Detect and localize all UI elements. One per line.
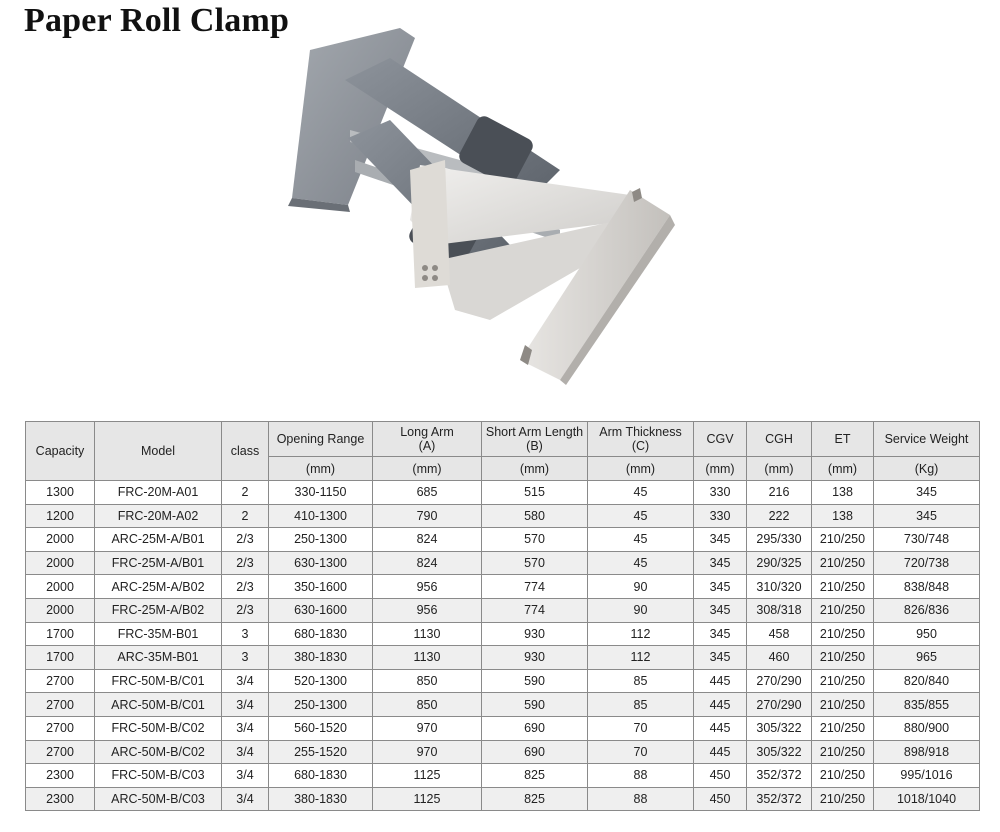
specifications-table xyxy=(25,421,980,811)
cell-service-weight: 950 xyxy=(874,622,980,646)
table-row xyxy=(26,693,980,717)
cell-short-arm: 774 xyxy=(482,598,588,622)
cell-long-arm: 685 xyxy=(373,481,482,505)
cell-service-weight: 345 xyxy=(874,481,980,505)
table-row xyxy=(26,646,980,670)
cell-et: 210/250 xyxy=(812,787,874,811)
header-arm-thickness xyxy=(588,422,694,457)
header-arm-thickness-line1: Arm Thickness xyxy=(599,425,682,439)
cell-et: 210/250 xyxy=(812,716,874,740)
cell-class: 3/4 xyxy=(222,716,269,740)
cell-cgh: 460 xyxy=(747,646,812,670)
cell-et: 138 xyxy=(812,481,874,505)
cell-cgv: 445 xyxy=(694,693,747,717)
cell-arm-thickness: 45 xyxy=(588,504,694,528)
cell-cgh: 458 xyxy=(747,622,812,646)
cell-et: 210/250 xyxy=(812,575,874,599)
cell-service-weight: 995/1016 xyxy=(874,764,980,788)
cell-long-arm: 850 xyxy=(373,669,482,693)
cell-service-weight: 345 xyxy=(874,504,980,528)
cell-opening-range: 330-1150 xyxy=(269,481,373,505)
cell-class: 3/4 xyxy=(222,669,269,693)
header-long-arm-line2: (A) xyxy=(418,439,436,453)
cell-short-arm: 690 xyxy=(482,740,588,764)
cell-opening-range: 560-1520 xyxy=(269,716,373,740)
cell-arm-thickness: 90 xyxy=(588,575,694,599)
header-opening-range: Opening Range xyxy=(269,422,373,457)
table-row xyxy=(26,622,980,646)
cell-opening-range: 250-1300 xyxy=(269,693,373,717)
cell-long-arm: 970 xyxy=(373,740,482,764)
cell-service-weight: 720/738 xyxy=(874,551,980,575)
cell-arm-thickness: 45 xyxy=(588,551,694,575)
unit-cgv: (mm) xyxy=(694,457,747,481)
cell-opening-range: 410-1300 xyxy=(269,504,373,528)
unit-short-arm: (mm) xyxy=(482,457,588,481)
cell-class: 3/4 xyxy=(222,740,269,764)
cell-cgv: 330 xyxy=(694,481,747,505)
cell-arm-thickness: 70 xyxy=(588,716,694,740)
cell-capacity: 1700 xyxy=(26,622,95,646)
cell-et: 210/250 xyxy=(812,646,874,670)
cell-class: 3/4 xyxy=(222,787,269,811)
cell-short-arm: 930 xyxy=(482,622,588,646)
cell-cgv: 445 xyxy=(694,716,747,740)
cell-et: 210/250 xyxy=(812,551,874,575)
cell-class: 2 xyxy=(222,481,269,505)
cell-et: 210/250 xyxy=(812,764,874,788)
header-capacity: Capacity xyxy=(26,422,95,481)
cell-arm-thickness: 70 xyxy=(588,740,694,764)
cell-long-arm: 956 xyxy=(373,598,482,622)
cell-long-arm: 1130 xyxy=(373,646,482,670)
cell-capacity: 1300 xyxy=(26,481,95,505)
cell-short-arm: 825 xyxy=(482,787,588,811)
cell-long-arm: 824 xyxy=(373,528,482,552)
cell-class: 2/3 xyxy=(222,528,269,552)
header-long-arm-line1: Long Arm xyxy=(400,425,454,439)
cell-model: FRC-50M-B/C02 xyxy=(95,716,222,740)
cell-class: 3 xyxy=(222,646,269,670)
cell-opening-range: 255-1520 xyxy=(269,740,373,764)
header-cgh: CGH xyxy=(747,422,812,457)
cell-cgh: 305/322 xyxy=(747,716,812,740)
cell-long-arm: 956 xyxy=(373,575,482,599)
cell-et: 210/250 xyxy=(812,528,874,552)
cell-arm-thickness: 85 xyxy=(588,693,694,717)
cell-service-weight: 898/918 xyxy=(874,740,980,764)
cell-capacity: 2000 xyxy=(26,575,95,599)
cell-capacity: 2000 xyxy=(26,598,95,622)
cell-cgh: 295/330 xyxy=(747,528,812,552)
cell-capacity: 2300 xyxy=(26,764,95,788)
cell-model: ARC-50M-B/C01 xyxy=(95,693,222,717)
cell-class: 3 xyxy=(222,622,269,646)
cell-short-arm: 570 xyxy=(482,528,588,552)
cell-arm-thickness: 45 xyxy=(588,481,694,505)
cell-capacity: 2300 xyxy=(26,787,95,811)
cell-model: FRC-35M-B01 xyxy=(95,622,222,646)
cell-arm-thickness: 112 xyxy=(588,646,694,670)
cell-opening-range: 250-1300 xyxy=(269,528,373,552)
cell-service-weight: 730/748 xyxy=(874,528,980,552)
header-long-arm xyxy=(373,422,482,457)
cell-long-arm: 1125 xyxy=(373,787,482,811)
product-image xyxy=(270,20,680,385)
cell-et: 210/250 xyxy=(812,669,874,693)
cell-long-arm: 790 xyxy=(373,504,482,528)
cell-arm-thickness: 85 xyxy=(588,669,694,693)
cell-short-arm: 825 xyxy=(482,764,588,788)
cell-model: ARC-25M-A/B02 xyxy=(95,575,222,599)
header-class: class xyxy=(222,422,269,481)
cell-arm-thickness: 90 xyxy=(588,598,694,622)
unit-cgh: (mm) xyxy=(747,457,812,481)
header-et: ET xyxy=(812,422,874,457)
cell-opening-range: 380-1830 xyxy=(269,787,373,811)
cell-long-arm: 824 xyxy=(373,551,482,575)
cell-opening-range: 630-1600 xyxy=(269,598,373,622)
table-row xyxy=(26,504,980,528)
cell-cgv: 345 xyxy=(694,646,747,670)
cell-short-arm: 930 xyxy=(482,646,588,670)
unit-service-weight: (Kg) xyxy=(874,457,980,481)
cell-arm-thickness: 88 xyxy=(588,787,694,811)
table-row xyxy=(26,716,980,740)
cell-et: 210/250 xyxy=(812,693,874,717)
cell-long-arm: 850 xyxy=(373,693,482,717)
cell-capacity: 1700 xyxy=(26,646,95,670)
cell-cgv: 345 xyxy=(694,622,747,646)
cell-et: 210/250 xyxy=(812,598,874,622)
cell-opening-range: 520-1300 xyxy=(269,669,373,693)
cell-cgh: 352/372 xyxy=(747,764,812,788)
table-row xyxy=(26,481,980,505)
cell-cgh: 270/290 xyxy=(747,669,812,693)
cell-service-weight: 826/836 xyxy=(874,598,980,622)
cell-opening-range: 630-1300 xyxy=(269,551,373,575)
cell-service-weight: 1018/1040 xyxy=(874,787,980,811)
cell-et: 138 xyxy=(812,504,874,528)
cell-short-arm: 690 xyxy=(482,716,588,740)
cell-model: ARC-25M-A/B01 xyxy=(95,528,222,552)
cell-service-weight: 838/848 xyxy=(874,575,980,599)
cell-model: ARC-35M-B01 xyxy=(95,646,222,670)
cell-cgh: 305/322 xyxy=(747,740,812,764)
unit-et: (mm) xyxy=(812,457,874,481)
cell-service-weight: 820/840 xyxy=(874,669,980,693)
cell-service-weight: 965 xyxy=(874,646,980,670)
cell-arm-thickness: 112 xyxy=(588,622,694,646)
table-row xyxy=(26,764,980,788)
cell-cgv: 345 xyxy=(694,598,747,622)
cell-cgh: 310/320 xyxy=(747,575,812,599)
cell-model: ARC-50M-B/C03 xyxy=(95,787,222,811)
header-short-arm xyxy=(482,422,588,457)
cell-long-arm: 1125 xyxy=(373,764,482,788)
cell-cgv: 445 xyxy=(694,740,747,764)
page-title: Paper Roll Clamp xyxy=(24,2,290,39)
cell-cgv: 450 xyxy=(694,787,747,811)
cell-short-arm: 515 xyxy=(482,481,588,505)
cell-long-arm: 970 xyxy=(373,716,482,740)
cell-class: 2/3 xyxy=(222,598,269,622)
cell-cgh: 290/325 xyxy=(747,551,812,575)
table-row xyxy=(26,551,980,575)
cell-class: 3/4 xyxy=(222,693,269,717)
cell-capacity: 2000 xyxy=(26,551,95,575)
table-row xyxy=(26,787,980,811)
table-body xyxy=(26,481,980,811)
cell-cgv: 345 xyxy=(694,551,747,575)
cell-long-arm: 1130 xyxy=(373,622,482,646)
cell-cgv: 345 xyxy=(694,575,747,599)
cell-service-weight: 835/855 xyxy=(874,693,980,717)
cell-capacity: 1200 xyxy=(26,504,95,528)
cell-class: 2/3 xyxy=(222,575,269,599)
cell-arm-thickness: 88 xyxy=(588,764,694,788)
unit-long-arm: (mm) xyxy=(373,457,482,481)
cell-cgv: 330 xyxy=(694,504,747,528)
header-arm-thickness-line2: (C) xyxy=(631,439,650,453)
table-row xyxy=(26,669,980,693)
cell-model: FRC-20M-A02 xyxy=(95,504,222,528)
cell-model: FRC-50M-B/C03 xyxy=(95,764,222,788)
table-row xyxy=(26,575,980,599)
table-row xyxy=(26,528,980,552)
unit-arm-thickness: (mm) xyxy=(588,457,694,481)
cell-et: 210/250 xyxy=(812,622,874,646)
cell-capacity: 2700 xyxy=(26,740,95,764)
cell-capacity: 2700 xyxy=(26,669,95,693)
cell-cgh: 352/372 xyxy=(747,787,812,811)
cell-opening-range: 680-1830 xyxy=(269,764,373,788)
cell-opening-range: 350-1600 xyxy=(269,575,373,599)
cell-arm-thickness: 45 xyxy=(588,528,694,552)
cell-capacity: 2700 xyxy=(26,693,95,717)
cell-short-arm: 570 xyxy=(482,551,588,575)
cell-model: ARC-50M-B/C02 xyxy=(95,740,222,764)
cell-cgh: 222 xyxy=(747,504,812,528)
cell-cgv: 445 xyxy=(694,669,747,693)
cell-service-weight: 880/900 xyxy=(874,716,980,740)
cell-class: 2 xyxy=(222,504,269,528)
header-short-arm-line1: Short Arm Length xyxy=(485,425,584,439)
cell-class: 3/4 xyxy=(222,764,269,788)
cell-capacity: 2000 xyxy=(26,528,95,552)
cell-short-arm: 590 xyxy=(482,693,588,717)
cell-cgh: 216 xyxy=(747,481,812,505)
cell-cgh: 270/290 xyxy=(747,693,812,717)
cell-short-arm: 590 xyxy=(482,669,588,693)
cell-model: FRC-20M-A01 xyxy=(95,481,222,505)
table-row xyxy=(26,598,980,622)
cell-cgh: 308/318 xyxy=(747,598,812,622)
cell-model: FRC-25M-A/B01 xyxy=(95,551,222,575)
header-service-weight: Service Weight xyxy=(874,422,980,457)
unit-opening-range: (mm) xyxy=(269,457,373,481)
cell-short-arm: 774 xyxy=(482,575,588,599)
cell-model: FRC-50M-B/C01 xyxy=(95,669,222,693)
header-model: Model xyxy=(95,422,222,481)
cell-class: 2/3 xyxy=(222,551,269,575)
cell-model: FRC-25M-A/B02 xyxy=(95,598,222,622)
cell-et: 210/250 xyxy=(812,740,874,764)
cell-cgv: 450 xyxy=(694,764,747,788)
cell-short-arm: 580 xyxy=(482,504,588,528)
cell-cgv: 345 xyxy=(694,528,747,552)
cell-capacity: 2700 xyxy=(26,716,95,740)
cell-opening-range: 380-1830 xyxy=(269,646,373,670)
header-short-arm-line2: (B) xyxy=(526,439,543,453)
table-row xyxy=(26,740,980,764)
header-cgv: CGV xyxy=(694,422,747,457)
cell-opening-range: 680-1830 xyxy=(269,622,373,646)
